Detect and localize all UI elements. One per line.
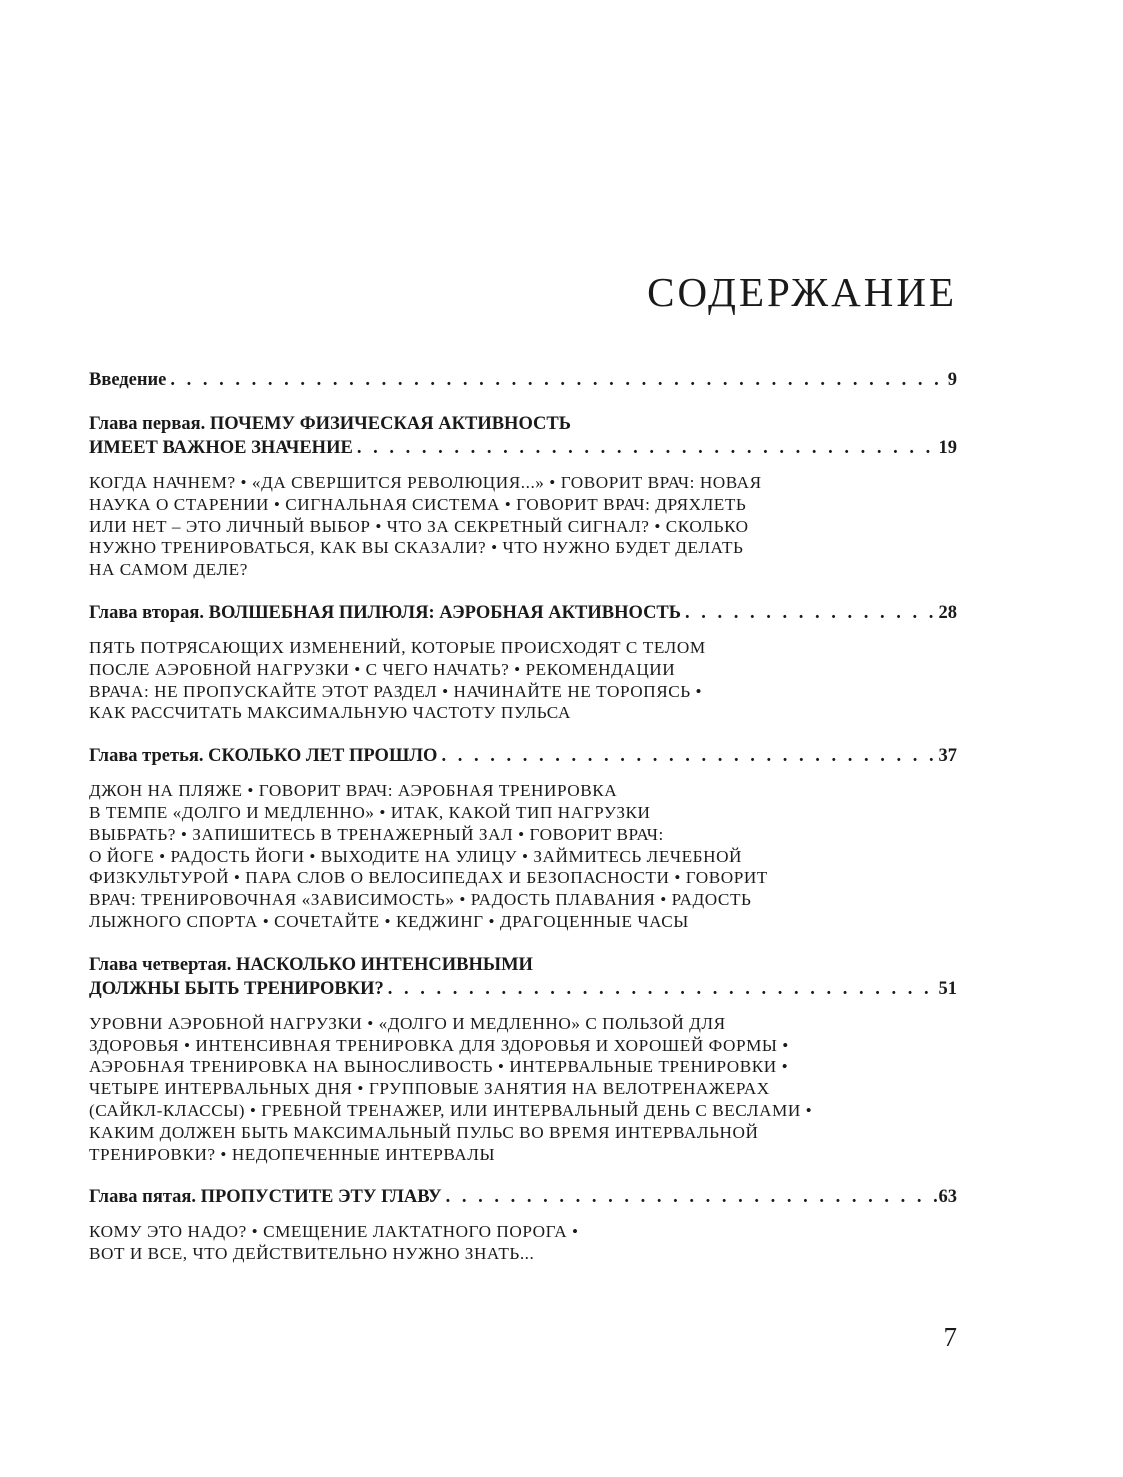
toc-heading-text — [89, 601, 681, 625]
subtopic-line: ДЖОН НА ПЛЯЖЕ • ГОВОРИТ ВРАЧ: АЭРОБНАЯ ТРЕНИРОВКА — [89, 781, 618, 801]
toc-chapter-5 — [89, 1185, 957, 1265]
chapter-subtopics — [89, 780, 957, 933]
chapter-subtopics — [89, 1013, 957, 1166]
toc-heading-line — [89, 744, 957, 768]
chapter-subtopics — [89, 472, 957, 581]
dot-leader — [353, 436, 937, 460]
dot-leader — [384, 977, 937, 1001]
chapter-prefix: Глава первая. — [89, 414, 206, 434]
subtopic-line: ПЯТЬ ПОТРЯСАЮЩИХ ИЗМЕНЕНИЙ, КОТОРЫЕ ПРОИСХОДЯТ С ТЕЛОМ — [89, 637, 706, 657]
chapter-title: НАСКОЛЬКО ИНТЕНСИВНЫМИ — [235, 954, 533, 975]
chapter-title: ПРОПУСТИТЕ ЭТУ ГЛАВУ — [200, 1187, 442, 1208]
subtopic-line: КОГДА НАЧНЕМ? • «ДА СВЕРШИТСЯ РЕВОЛЮЦИЯ...» • ГОВОРИТ ВРАЧ: НОВАЯ — [89, 473, 762, 492]
table-of-contents — [89, 368, 957, 1265]
subtopic-line: АЭРОБНАЯ ТРЕНИРОВКА НА ВЫНОСЛИВОСТЬ • ИНТЕРВАЛЬНЫЕ ТРЕНИРОВКИ • — [89, 1057, 789, 1077]
toc-heading-line — [89, 601, 957, 625]
dot-leader — [681, 601, 936, 625]
subtopic-line: ФИЗКУЛЬТУРОЙ • ПАРА СЛОВ О ВЕЛОСИПЕДАХ И БЕЗОПАСНОСТИ • ГОВОРИТ — [89, 868, 768, 888]
toc-heading-line — [89, 1185, 957, 1209]
subtopic-line: В ТЕМПЕ «ДОЛГО И МЕДЛЕННО» • ИТАК, КАКОЙ ТИП НАГРУЗКИ — [89, 802, 651, 822]
subtopic-line: НУЖНО ТРЕНИРОВАТЬСЯ, КАК ВЫ СКАЗАЛИ? • ЧТО НУЖНО БУДЕТ ДЕЛАТЬ — [89, 538, 744, 558]
toc-chapter-heading[interactable] — [89, 601, 957, 625]
subtopic-line: ВРАЧ: ТРЕНИРОВОЧНАЯ «ЗАВИСИМОСТЬ» • РАДОСТЬ ПЛАВАНИЯ • РАДОСТЬ — [89, 890, 752, 910]
toc-heading-line — [89, 977, 957, 1001]
toc-heading-line — [89, 368, 957, 392]
subtopic-line: НАУКА О СТАРЕНИИ • СИГНАЛЬНАЯ СИСТЕМА • ГОВОРИТ ВРАЧ: ДРЯХЛЕТЬ — [89, 494, 747, 514]
chapter-prefix: Глава пятая. — [89, 1187, 197, 1208]
subtopic-line: КАК РАССЧИТАТЬ МАКСИМАЛЬНУЮ ЧАСТОТУ ПУЛЬСА — [89, 703, 571, 723]
subtopic-line: ТРЕНИРОВКИ? • НЕДОПЕЧЕННЫЕ ИНТЕРВАЛЫ — [89, 1144, 495, 1164]
chapter-subtopics — [89, 637, 957, 724]
subtopic-line: (САЙКЛ-КЛАССЫ) • ГРЕБНОЙ ТРЕНАЖЕР, ИЛИ ИНТЕРВАЛЬНЫЙ ДЕНЬ С ВЕСЛАМИ • — [89, 1100, 813, 1120]
chapter-title: ВОЛШЕБНАЯ ПИЛЮЛЯ: АЭРОБНАЯ АКТИВНОСТЬ — [208, 602, 682, 623]
chapter-prefix: Глава вторая. — [89, 602, 204, 623]
toc-page-number: 51 — [938, 978, 957, 999]
subtopic-line: ПОСЛЕ АЭРОБНОЙ НАГРУЗКИ • С ЧЕГО НАЧАТЬ? • РЕКОМЕНДАЦИИ — [89, 659, 676, 679]
toc-chapter-heading[interactable] — [89, 412, 957, 460]
subtopic-line: О ЙОГЕ • РАДОСТЬ ЙОГИ • ВЫХОДИТЕ НА УЛИЦУ • ЗАЙМИТЕСЬ ЛЕЧЕБНОЙ — [89, 846, 742, 866]
subtopic-line: КАКИМ ДОЛЖЕН БЫТЬ МАКСИМАЛЬНЫЙ ПУЛЬС ВО ВРЕМЯ ИНТЕРВАЛЬНОЙ — [89, 1122, 759, 1142]
chapter-title: ПОЧЕМУ ФИЗИЧЕСКАЯ АКТИВНОСТЬ — [209, 414, 571, 434]
toc-page-number: 9 — [947, 370, 957, 390]
subtopic-line: ВЫБРАТЬ? • ЗАПИШИТЕСЬ В ТРЕНАЖЕРНЫЙ ЗАЛ • ГОВОРИТ ВРАЧ: — [89, 824, 664, 844]
toc-page-number: 28 — [938, 602, 957, 623]
toc-chapter-3 — [89, 744, 957, 933]
toc-chapter-heading[interactable] — [89, 744, 957, 768]
toc-heading-line — [89, 436, 957, 460]
subtopic-line: ЧЕТЫРЕ ИНТЕРВАЛЬНЫХ ДНЯ • ГРУППОВЫЕ ЗАНЯТИЯ НА ВЕЛОТРЕНАЖЕРАХ — [89, 1079, 770, 1099]
chapter-title: СКОЛЬКО ЛЕТ ПРОШЛО — [208, 746, 438, 767]
toc-entry-title: Введение — [89, 370, 167, 390]
subtopic-line: ВРАЧА: НЕ ПРОПУСКАЙТЕ ЭТОТ РАЗДЕЛ • НАЧИНАЙТЕ НЕ ТОРОПЯСЬ • — [89, 681, 703, 701]
toc-heading-text — [89, 744, 437, 768]
subtopic-line: НА САМОМ ДЕЛЕ? — [89, 560, 248, 580]
subtopic-line: ЛЫЖНОГО СПОРТА • СОЧЕТАЙТЕ • КЕДЖИНГ • ДРАГОЦЕННЫЕ ЧАСЫ — [89, 911, 689, 931]
subtopic-line: ЗДОРОВЬЯ • ИНТЕНСИВНАЯ ТРЕНИРОВКА ДЛЯ ЗДОРОВЬЯ И ХОРОШЕЙ ФОРМЫ • — [89, 1035, 789, 1055]
toc-heading-line — [89, 953, 957, 977]
page-title: СОДЕРЖАНИЕ — [647, 269, 957, 315]
toc-page-number: 19 — [938, 438, 957, 458]
toc-chapter-1 — [89, 412, 957, 581]
subtopic-line: ВОТ И ВСЕ, ЧТО ДЕЙСТВИТЕЛЬНО НУЖНО ЗНАТЬ... — [89, 1244, 535, 1264]
chapter-subtopics — [89, 1221, 957, 1265]
dot-leader — [437, 744, 936, 768]
toc-heading-line — [89, 412, 957, 436]
chapter-title: ИМЕЕТ ВАЖНОЕ ЗНАЧЕНИЕ — [89, 438, 353, 458]
toc-chapter-4 — [89, 953, 957, 1166]
chapter-title: ДОЛЖНЫ БЫТЬ ТРЕНИРОВКИ? — [89, 978, 384, 999]
subtopic-line: ИЛИ НЕТ – ЭТО ЛИЧНЫЙ ВЫБОР • ЧТО ЗА СЕКРЕТНЫЙ СИГНАЛ? • СКОЛЬКО — [89, 516, 749, 536]
chapter-prefix: Глава четвертая. — [89, 954, 232, 975]
toc-page-number: 37 — [938, 746, 957, 767]
dot-leader — [442, 1185, 937, 1209]
subtopic-line: КОМУ ЭТО НАДО? • СМЕЩЕНИЕ ЛАКТАТНОГО ПОРОГА • — [89, 1222, 579, 1242]
toc-heading-text — [89, 1185, 442, 1209]
toc-chapter-heading[interactable] — [89, 1185, 957, 1209]
dot-leader — [166, 368, 945, 392]
subtopic-line: УРОВНИ АЭРОБНОЙ НАГРУЗКИ • «ДОЛГО И МЕДЛЕННО» С ПОЛЬЗОЙ ДЛЯ — [89, 1013, 726, 1033]
toc-chapter-2 — [89, 601, 957, 724]
toc-chapter-heading[interactable] — [89, 953, 957, 1001]
toc-entry-intro[interactable] — [89, 368, 957, 392]
toc-page-number: 63 — [938, 1187, 957, 1208]
chapter-prefix: Глава третья. — [89, 746, 204, 767]
page-number: 7 — [943, 1322, 957, 1352]
